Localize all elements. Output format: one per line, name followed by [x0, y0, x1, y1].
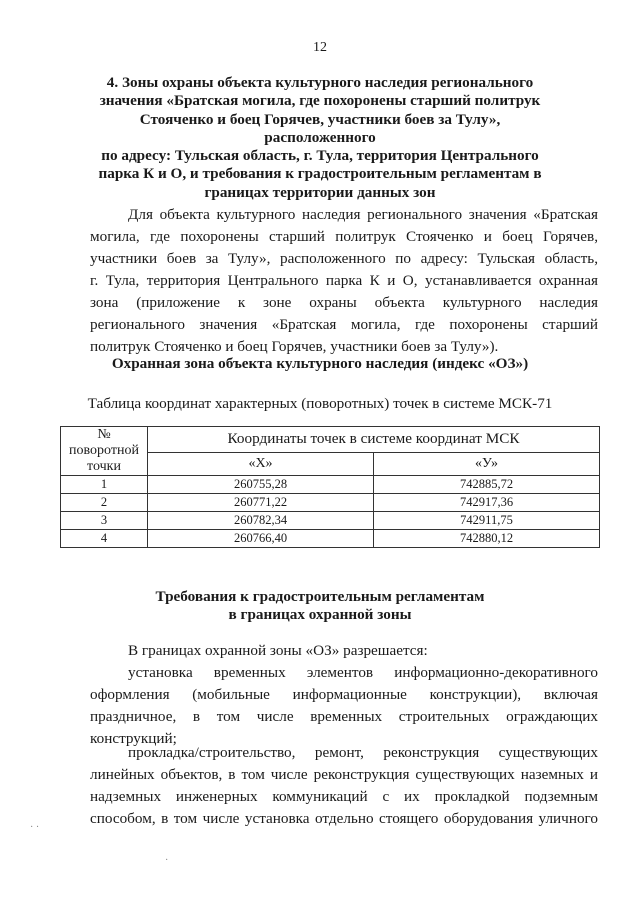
table-row [61, 494, 600, 512]
x-cell: 260782,34 [148, 512, 374, 530]
y-header: «У» [374, 452, 600, 475]
y-cell: 742911,75 [374, 512, 600, 530]
scan-speck: · · [30, 822, 40, 833]
paragraph-line: г. Тула, территория Центрального парка К и О, устанавливается охранная [90, 272, 598, 289]
requirement-item-1 [90, 662, 598, 750]
intro-paragraph [90, 204, 598, 358]
paragraph-line: конструкций; [90, 730, 177, 747]
requirements-heading [0, 588, 640, 624]
title-line: значения «Братская могила, где похоронены старший политрук [99, 92, 541, 110]
paragraph-line: праздничное, в том числе временных строительных ограждающих [90, 708, 598, 725]
table-row [61, 476, 600, 494]
title-line: Стояченко и боец Горячев, участники боев за Тулу», расположенного [139, 110, 501, 146]
x-cell: 260766,40 [148, 530, 374, 548]
x-header: «X» [148, 452, 374, 475]
coords-header: Координаты точек в системе координат МСК [148, 427, 600, 453]
paragraph-line: могила, где похоронены старший политрук Стояченко и боец Горячев, [90, 228, 598, 245]
x-cell: 260755,28 [148, 476, 374, 494]
scan-speck: · [165, 855, 169, 866]
table-row [61, 530, 600, 548]
point-number-header: № поворотной точки [61, 427, 148, 476]
requirement-item-2 [90, 742, 598, 830]
coordinates-table [60, 426, 600, 548]
requirements-intro [90, 640, 598, 662]
point-number-cell: 3 [61, 512, 148, 530]
point-number-cell: 2 [61, 494, 148, 512]
title-line: по адресу: Тульская область, г. Тула, территория Центрального [101, 147, 539, 165]
paragraph-line: прокладка/строительство, ремонт, реконструкция существующих [128, 744, 598, 761]
table-row [61, 512, 600, 530]
paragraph-line: оформления (мобильные информационные конструкции), включая [90, 686, 598, 703]
y-cell: 742885,72 [374, 476, 600, 494]
paragraph-line: надземных инженерных коммуникаций с их прокладкой подземным [90, 788, 598, 805]
title-line: парка К и О, и требования к градостроительным регламентам в [98, 165, 542, 183]
y-cell: 742880,12 [374, 530, 600, 548]
paragraph-line: способом, в том числе установка отдельно стоящего оборудования уличного [90, 810, 598, 827]
title-line: 4. Зоны охраны объекта культурного наследия регионального [106, 74, 534, 91]
paragraph-line: регионального значения «Братская могила, где похоронены старший [90, 316, 598, 333]
page-number: 12 [313, 40, 327, 55]
paragraph-line: Для объекта культурного наследия регионального значения «Братская [128, 206, 598, 223]
paragraph-line: В границах охранной зоны «ОЗ» разрешается: [128, 642, 428, 659]
point-number-cell: 4 [61, 530, 148, 548]
paragraph-line: установка временных элементов информационно-декоративного [128, 664, 598, 681]
table-caption: Таблица координат характерных (поворотных) точек в системе МСК-71 [87, 395, 553, 412]
paragraph-line: зона (приложение к зоне охраны объекта культурного наследия [90, 294, 598, 311]
point-number-cell: 1 [61, 476, 148, 494]
paragraph-line: участники боев за Тулу», расположенного по адресу: Тульская область, [90, 250, 598, 267]
paragraph-line: политрук Стояченко и боец Горячев, участники боев за Тулу»). [90, 338, 499, 355]
title-line: границах территории данных зон [204, 183, 436, 201]
y-cell: 742917,36 [374, 494, 600, 512]
x-cell: 260771,22 [148, 494, 374, 512]
zone-heading: Охранная зона объекта культурного наследия (индекс «ОЗ») [111, 355, 529, 372]
heading-line: в границах охранной зоны [228, 606, 412, 623]
section-title [90, 74, 550, 202]
paragraph-line: линейных объектов, в том числе реконструкция существующих наземных и [90, 766, 598, 783]
heading-line: Требования к градостроительным регламентам [155, 588, 485, 605]
